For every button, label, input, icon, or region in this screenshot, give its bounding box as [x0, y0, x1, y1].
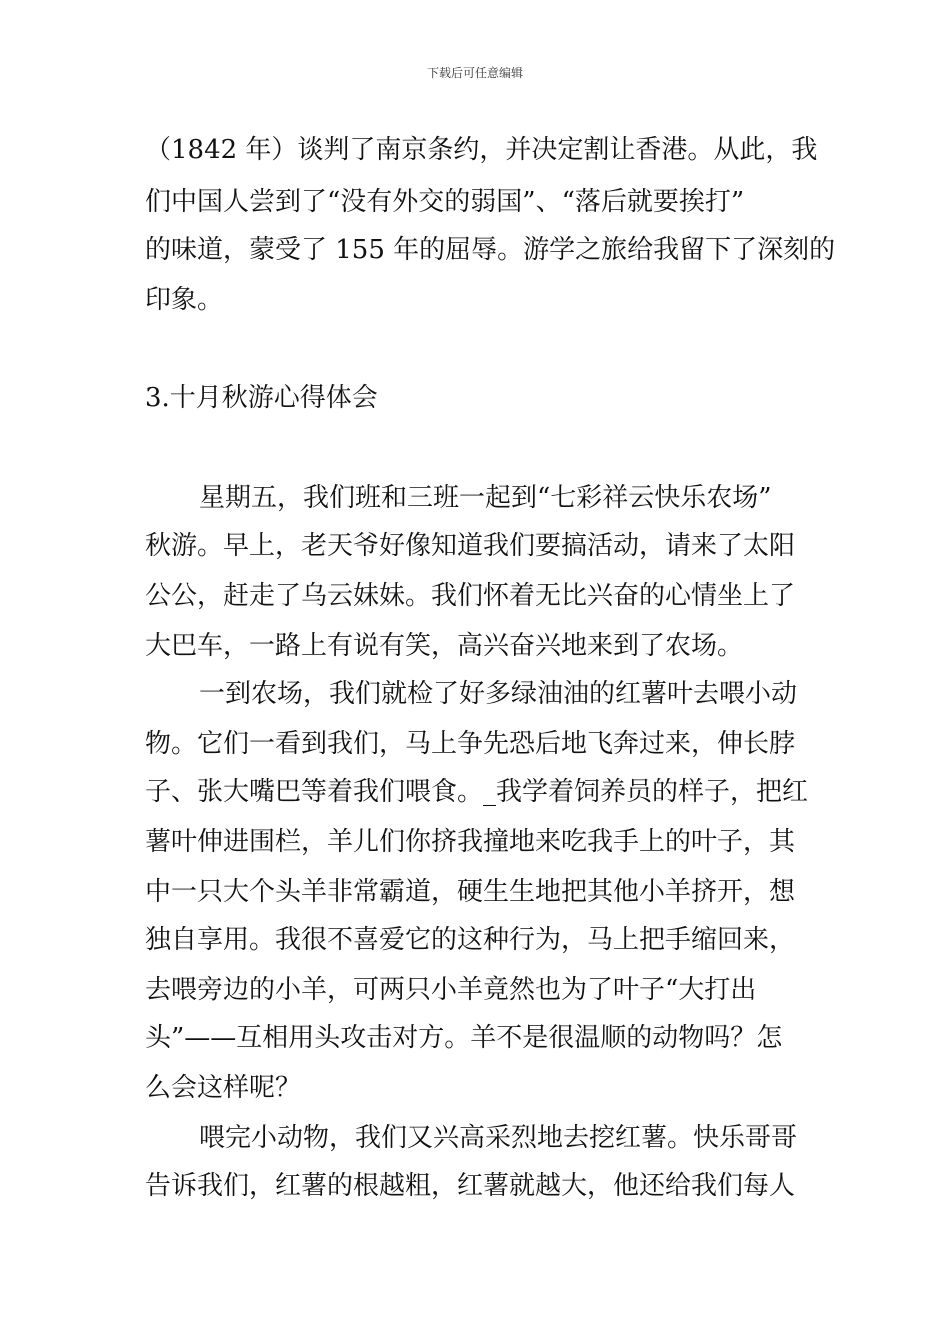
text-line: 秋游。早上，老天爷好像知道我们要搞活动，请来了太阳	[145, 531, 796, 561]
text-line: 公公，赶走了乌云妹妹。我们怀着无比兴奋的心情坐上了	[145, 581, 796, 611]
page-header: 下载后可任意编辑	[426, 66, 523, 80]
text-line: （1842 年）谈判了南京条约，并决定割让香港。从此，我	[145, 135, 818, 165]
text-line: 中一只大个头羊非常霸道，硬生生地把其他小羊挤开，想	[145, 877, 796, 907]
text-line: 么会这样呢？	[145, 1073, 302, 1103]
text-line: 们中国人尝到了“没有外交的弱国”、“落后就要挨打”	[145, 187, 745, 217]
paragraph-first-line: 喂完小动物，我们又兴高采烈地去挖红薯。快乐哥哥	[199, 1123, 798, 1153]
text-line: 独自享用。我很不喜爱它的这种行为，马上把手缩回来，	[145, 925, 796, 955]
text-line: 的味道，蒙受了 155 年的屈辱。游学之旅给我留下了深刻的	[145, 235, 836, 265]
text-line: 物。它们一看到我们，马上争先恐后地飞奔过来，伸长脖	[145, 729, 796, 759]
text-line: 薯叶伸进围栏，羊儿们你挤我撞地来吃我手上的叶子，其	[145, 827, 796, 857]
text-line: 子、张大嘴巴等着我们喂食。_我学着饲养员的样子，把红	[145, 777, 809, 807]
text-line: 告诉我们，红薯的根越粗，红薯就越大，他还给我们每人	[145, 1171, 796, 1201]
text-line: 头”——互相用头攻击对方。羊不是很温顺的动物吗？怎	[145, 1023, 783, 1053]
text-line: 印象。	[145, 285, 224, 315]
text-line: 大巴车，一路上有说有笑，高兴奋兴地来到了农场。	[145, 631, 744, 661]
section-title: 3.十月秋游心得体会	[145, 383, 378, 413]
paragraph-first-line: 一到农场，我们就检了好多绿油油的红薯叶去喂小动	[199, 679, 798, 709]
text-line: 去喂旁边的小羊，可两只小羊竟然也为了叶子“大打出	[145, 975, 757, 1005]
paragraph-first-line: 星期五，我们班和三班一起到“七彩祥云快乐农场”	[199, 483, 772, 513]
